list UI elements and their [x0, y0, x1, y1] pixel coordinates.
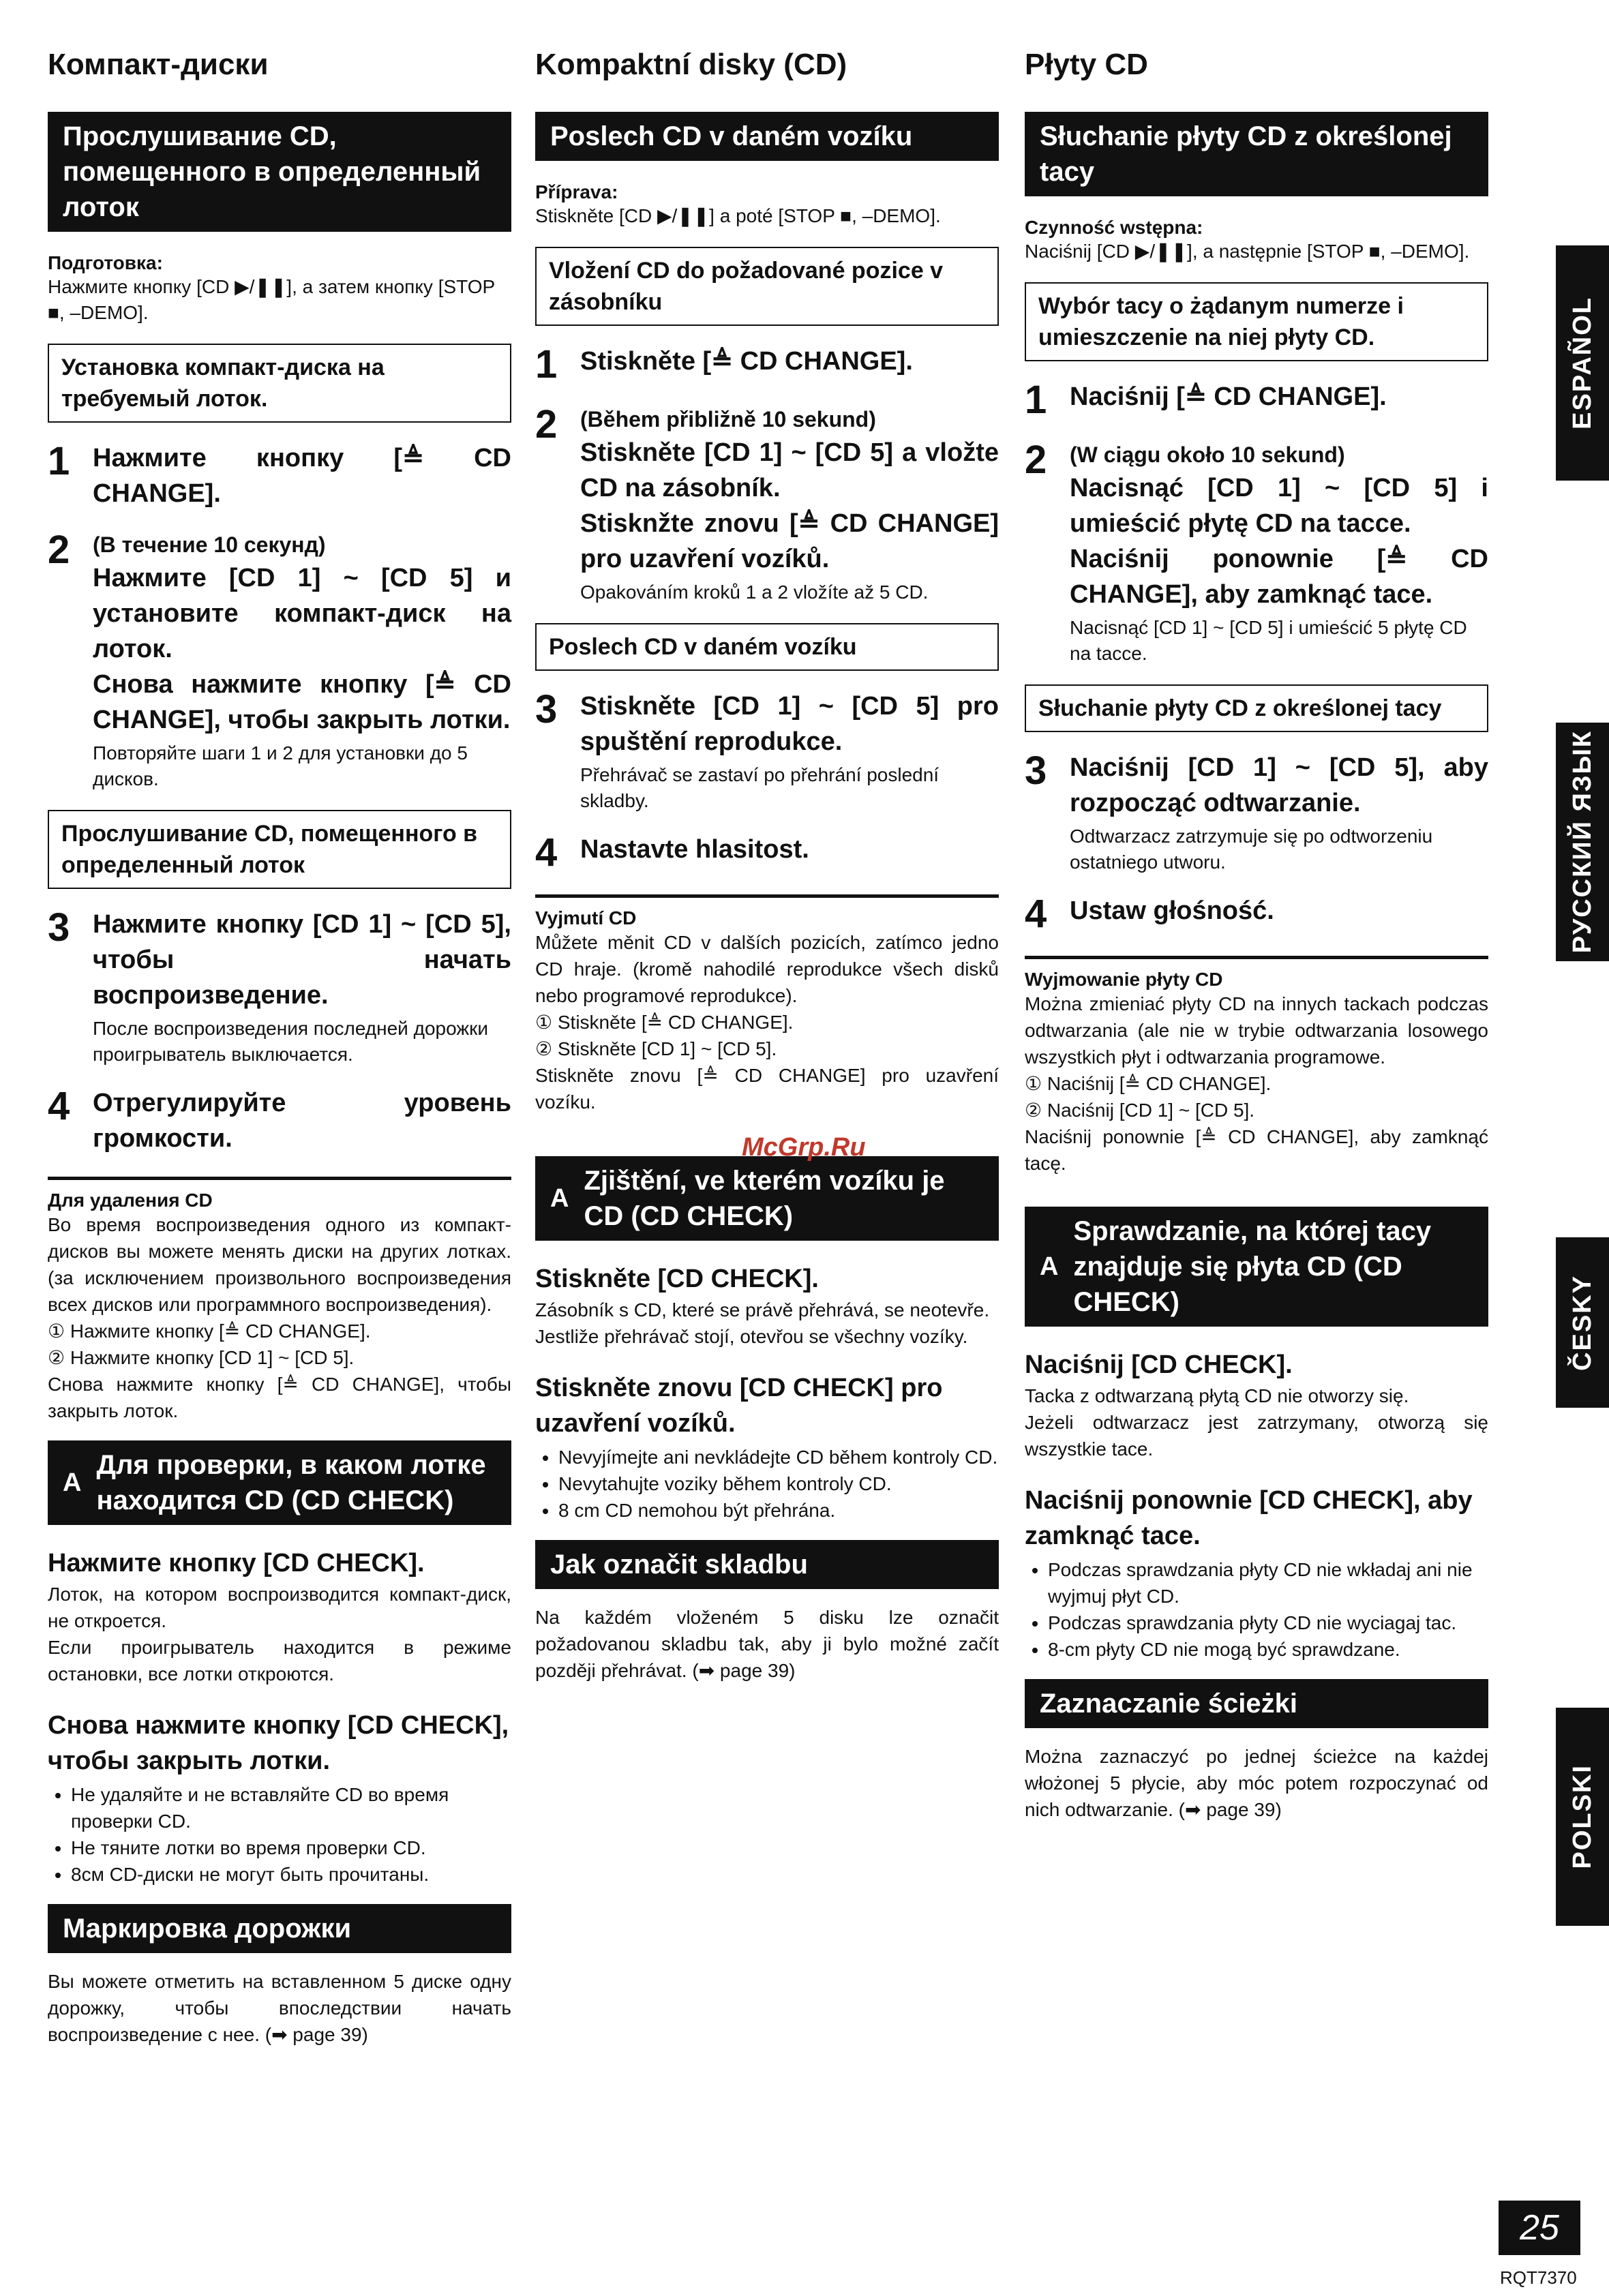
step-3 [535, 689, 999, 814]
mark-text: Można zaznaczyć po jednej ścieżce na każdej włożonej 5 płycie, aby móc potem rozpoczynać od nich odtwarzanie. (➡ page 39) [1025, 1746, 1488, 1820]
remove-text: Во время воспроизведения одного из компакт-дисков вы можете менять диски на других лотках. (за исключением произвольного воспроизведения всех дисков или программного воспроизведения). [48, 1214, 511, 1315]
box-header: Wybór tacy o żądanym numerze i umieszczenie na niej płyty CD. [1025, 282, 1488, 361]
step-note: Nacisnąć [CD 1] ~ [CD 5] i umieścić 5 płytę CD na tacce. [1070, 617, 1467, 664]
step-note: Přehrávač se zastaví po přehrání poslední skladby. [580, 764, 939, 811]
step-4 [1025, 893, 1488, 935]
divider [535, 894, 999, 898]
remove-step-2: ② Stiskněte [CD 1] ~ [CD 5]. [535, 1038, 777, 1059]
step-text: Stiskněte [CD 1] ~ [CD 5] a vložte CD na zásobník. [580, 438, 999, 502]
check-text-2: Jeżeli odtwarzacz jest zatrzymany, otworzą się wszystkie tace. [1025, 1412, 1488, 1460]
step-number: 3 [535, 687, 558, 731]
list-item: • 8см CD-диски не могут быть прочитаны. [71, 1861, 511, 1888]
side-tab-polski: POLSKI [1556, 1708, 1609, 1926]
prep-text: Нажмите кнопку [CD ▶/❚❚], а затем кнопку [STOP ■, –DEMO]. [48, 276, 495, 323]
box-header: Установка компакт-диска на требуемый лоток. [48, 344, 511, 423]
step-note: Повторяйте шаги 1 и 2 для установки до 5 дисков. [93, 742, 468, 789]
check-again: Stiskněte znovu [CD CHECK] pro uzavření vozíků. [535, 1374, 943, 1438]
watermark: McGrp.Ru [742, 1133, 866, 1162]
step-text-2: Снова нажмите кнопку [≜ CD CHANGE], чтобы закрыть лотки. [93, 670, 511, 734]
step-4 [48, 1085, 511, 1156]
check-text: Zásobník s CD, které se právě přehrává, se neotevře. [535, 1299, 990, 1320]
model-code: RQT7370 [1500, 2267, 1577, 2288]
column-title: Kompaktní disky (CD) [535, 48, 847, 81]
check-again: Naciśnij ponownie [CD CHECK], aby zamknąć tace. [1025, 1486, 1473, 1550]
check-bullets [48, 1781, 511, 1888]
step-note: Opakováním kroků 1 a 2 vložíte až 5 CD. [580, 581, 929, 603]
step-4 [535, 832, 999, 874]
step-number: 1 [535, 342, 558, 387]
a-marker: A [1040, 1252, 1059, 1281]
step-text-2: Naciśnij ponownie [≜ CD CHANGE], aby zamknąć tace. [1070, 545, 1488, 609]
side-tab-espanol: ESPAÑOL [1556, 245, 1609, 481]
column-title: Компакт-диски [48, 48, 269, 81]
step-number: 2 [48, 528, 70, 572]
a-marker: A [550, 1184, 569, 1213]
side-tab-cesky: ČESKY [1556, 1237, 1609, 1408]
check-press: Naciśnij [CD CHECK]. [1025, 1350, 1293, 1379]
step-number: 1 [48, 439, 70, 483]
list-item: • Nevyjímejte ani nevkládejte CD během kontroly CD. [558, 1444, 999, 1470]
step-1 [535, 344, 999, 386]
check-header-text: Zjištění, ve kterém vozíku je CD (CD CHECK) [584, 1166, 945, 1231]
step-text: Stiskněte [≜ CD CHANGE]. [580, 347, 913, 376]
divider [48, 1177, 511, 1180]
step-2 [48, 529, 511, 792]
step-2 [1025, 439, 1488, 667]
section-header: Słuchanie płyty CD z określonej tacy [1025, 112, 1488, 196]
check-again: Снова нажмите кнопку [CD CHECK], чтобы закрыть лотки. [48, 1711, 509, 1775]
remove-step-1: ① Нажмите кнопку [≜ CD CHANGE]. [48, 1320, 371, 1342]
step-text: Nacisnąć [CD 1] ~ [CD 5] i umieścić płytę CD na tacce. [1070, 474, 1488, 538]
box-header: Vložení CD do požadované pozice v zásobníku [535, 247, 999, 326]
step-text: Stiskněte [CD 1] ~ [CD 5] pro spuštění reprodukce. [580, 692, 999, 756]
list-item: • 8 cm CD nemohou být přehrána. [558, 1497, 999, 1524]
step-text-2: Stisknžte znovu [≜ CD CHANGE] pro uzavření vozíků. [580, 509, 999, 573]
check-bullets [1025, 1556, 1488, 1663]
remove-step-2: ② Нажмите кнопку [CD 1] ~ [CD 5]. [48, 1347, 355, 1368]
list-item: • Не тяните лотки во время проверки CD. [71, 1834, 511, 1861]
step-number: 3 [1025, 749, 1047, 793]
check-text: Tacka z odtwarzaną płytą CD nie otworzy się. [1025, 1385, 1409, 1406]
step-text: Отрегулируйте уровень громкости. [93, 1089, 511, 1153]
remove-end: Stiskněte znovu [≜ CD CHANGE] pro uzavření vozíku. [535, 1065, 999, 1113]
step-3 [1025, 750, 1488, 875]
check-header [535, 1156, 999, 1241]
step-number: 2 [535, 402, 558, 447]
step-text: Naciśnij [CD 1] ~ [CD 5], aby rozpocząć odtwarzanie. [1070, 753, 1488, 817]
page-number: 25 [1499, 2201, 1580, 2255]
remove-label: Vyjmutí CD [535, 907, 637, 928]
column-russian [48, 41, 511, 2048]
divider [1025, 956, 1488, 959]
list-item: • Не удаляйте и не вставляйте CD во время проверки CD. [71, 1781, 511, 1834]
step-number: 1 [1025, 378, 1047, 422]
prep-text: Naciśnij [CD ▶/❚❚], a następnie [STOP ■, –DEMO]. [1025, 241, 1470, 262]
remove-step-1: ① Stiskněte [≜ CD CHANGE]. [535, 1012, 794, 1033]
prep-label: Подготовка: [48, 252, 163, 273]
step-subtext: (Během přibližně 10 sekund) [580, 407, 876, 432]
step-number: 4 [1025, 892, 1047, 936]
step-text: Нажмите кнопку [≜ CD CHANGE]. [93, 444, 511, 508]
step-text: Нажмите кнопку [CD 1] ~ [CD 5], чтобы начать воспроизведение. [93, 910, 511, 1010]
remove-label: Wyjmowanie płyty CD [1025, 969, 1223, 990]
list-item: • Podczas sprawdzania płyty CD nie wkładaj ani nie wyjmuj płyt CD. [1048, 1556, 1488, 1610]
remove-text: Můžete měnit CD v dalších pozicích, zatímco jedno CD hraje. (kromě nahodilé reprodukce všech disků nebo programové reprodukce). [535, 932, 999, 1006]
box-header: Прослушивание CD, помещенного в определенный лоток [48, 810, 511, 889]
remove-step-2: ② Naciśnij [CD 1] ~ [CD 5]. [1025, 1100, 1255, 1121]
step-note: Odtwarzacz zatrzymuje się po odtworzeniu ostatniego utworu. [1070, 826, 1433, 873]
step-number: 3 [48, 905, 70, 950]
step-note: После воспроизведения последней дорожки проигрыватель выключается. [93, 1018, 488, 1065]
step-number: 2 [1025, 438, 1047, 482]
mark-text: Na každém vloženém 5 disku lze označit požadovanou skladbu tak, aby ji bylo možné začít později přehrávat. (➡ page 39) [535, 1607, 999, 1681]
column-czech [535, 41, 999, 1684]
check-header [48, 1440, 511, 1525]
step-number: 4 [535, 830, 558, 875]
a-marker: A [63, 1468, 82, 1497]
mark-text: Вы можете отметить на вставленном 5 диске одну дорожку, чтобы впоследствии начать воспроизведение с нее. (➡ page 39) [48, 1971, 511, 2045]
step-1 [48, 440, 511, 511]
check-press: Нажмите кнопку [CD CHECK]. [48, 1549, 425, 1577]
mark-header: Zaznaczanie ścieżki [1025, 1679, 1488, 1728]
check-header-text: Sprawdzanie, na której tacy znajduje się płyta CD (CD CHECK) [1073, 1216, 1432, 1317]
check-text-2: Если проигрыватель находится в режиме остановки, все лотки откроются. [48, 1637, 511, 1685]
step-subtext: (В течение 10 секунд) [93, 532, 326, 557]
step-text: Ustaw głośność. [1070, 896, 1274, 925]
check-header-text: Для проверки, в каком лотке находится CD (CD CHECK) [96, 1450, 486, 1515]
side-tab-russian: РУССКИЙ ЯЗЫК [1556, 723, 1609, 961]
mark-header: Маркировка дорожки [48, 1904, 511, 1953]
box-header: Poslech CD v daném vozíku [535, 623, 999, 671]
remove-label: Для удаления CD [48, 1190, 213, 1211]
list-item: • Podczas sprawdzania płyty CD nie wyciagaj tac. [1048, 1610, 1488, 1636]
list-item: • 8-cm płyty CD nie mogą być sprawdzane. [1048, 1636, 1488, 1663]
step-3 [48, 907, 511, 1068]
remove-end: Naciśnij ponownie [≜ CD CHANGE], aby zamknąć tacę. [1025, 1126, 1488, 1174]
prep-label: Czynność wstępna: [1025, 217, 1203, 238]
column-polish [1025, 41, 1488, 1823]
check-header [1025, 1207, 1488, 1327]
section-header: Прослушивание CD, помещенного в определенный лоток [48, 112, 511, 232]
check-press: Stiskněte [CD CHECK]. [535, 1265, 819, 1293]
section-header: Poslech CD v daném vozíku [535, 112, 999, 161]
step-text: Nastavte hlasitost. [580, 835, 809, 864]
remove-text: Można zmieniać płyty CD na innych tackach podczas odtwarzania (ale nie w trybie odtwarzania losowego wszystkich płyt i odtwarzania programowe. [1025, 993, 1488, 1068]
step-subtext: (W ciągu około 10 sekund) [1070, 442, 1345, 467]
list-item: • Nevytahujte voziky během kontroly CD. [558, 1470, 999, 1497]
step-1 [1025, 379, 1488, 421]
prep-label: Příprava: [535, 181, 618, 202]
check-bullets [535, 1444, 999, 1524]
remove-end: Снова нажмите кнопку [≜ CD CHANGE], чтобы закрыть лоток. [48, 1374, 511, 1421]
check-text: Лоток, на котором воспроизводится компакт-диск, не откроется. [48, 1584, 511, 1631]
step-text: Нажмите [CD 1] ~ [CD 5] и установите компакт-диск на лоток. [93, 564, 511, 663]
step-text: Naciśnij [≜ CD CHANGE]. [1070, 382, 1387, 411]
step-number: 4 [48, 1084, 70, 1128]
column-title: Płyty CD [1025, 48, 1148, 81]
remove-step-1: ① Naciśnij [≜ CD CHANGE]. [1025, 1073, 1272, 1094]
check-text-2: Jestliže přehrávač stojí, otevřou se všechny vozíky. [535, 1326, 968, 1347]
prep-text: Stiskněte [CD ▶/❚❚] a poté [STOP ■, –DEMO]. [535, 205, 941, 226]
mark-header: Jak označit skladbu [535, 1540, 999, 1589]
step-2 [535, 404, 999, 605]
box-header: Słuchanie płyty CD z określonej tacy [1025, 684, 1488, 732]
